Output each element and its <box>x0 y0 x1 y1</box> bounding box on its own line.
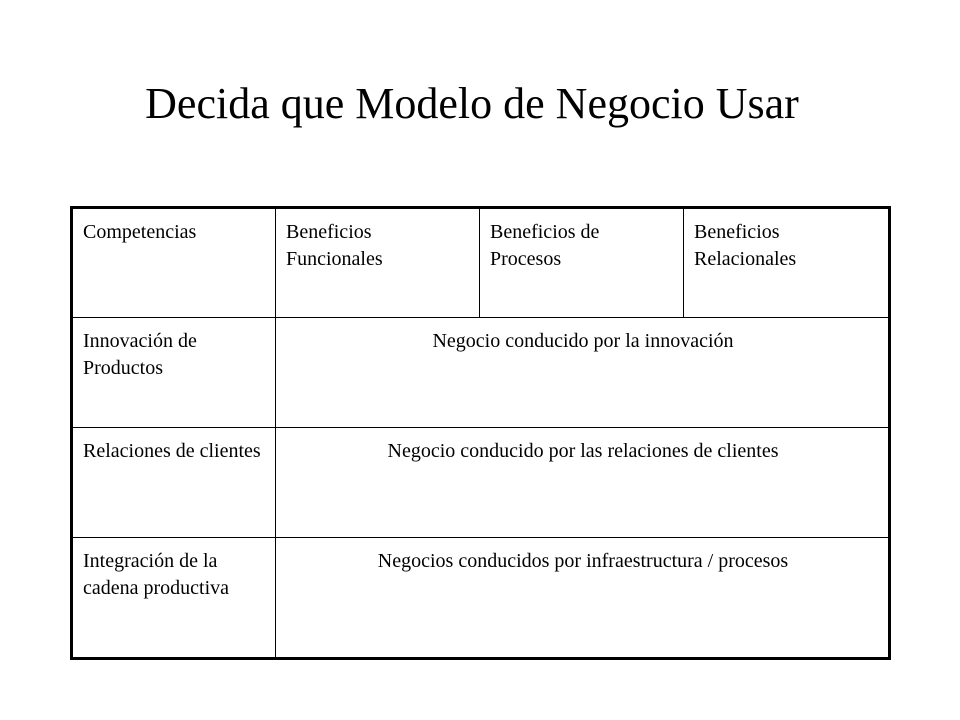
table-row <box>72 318 890 428</box>
table-row <box>72 428 890 538</box>
row-value-integracion: Negocios conducidos por infraestructura / procesos <box>276 538 890 659</box>
row-label-relaciones: Relaciones de clientes <box>72 428 276 538</box>
header-cell-beneficios-relacionales: Beneficios Relacionales <box>684 208 890 318</box>
header-cell-beneficios-procesos: Beneficios de Procesos <box>480 208 684 318</box>
header-cell-beneficios-funcionales: Beneficios Funcionales <box>276 208 480 318</box>
row-label-innovacion: Innovación de Productos <box>72 318 276 428</box>
header-cell-competencias: Competencias <box>72 208 276 318</box>
table-row <box>72 538 890 659</box>
row-value-innovacion: Negocio conducido por la innovación <box>276 318 890 428</box>
row-value-relaciones: Negocio conducido por las relaciones de clientes <box>276 428 890 538</box>
table-header-row <box>72 208 890 318</box>
slide-title: Decida que Modelo de Negocio Usar <box>145 79 799 128</box>
business-model-table <box>70 206 891 660</box>
row-label-integracion: Integración de la cadena productiva <box>72 538 276 659</box>
